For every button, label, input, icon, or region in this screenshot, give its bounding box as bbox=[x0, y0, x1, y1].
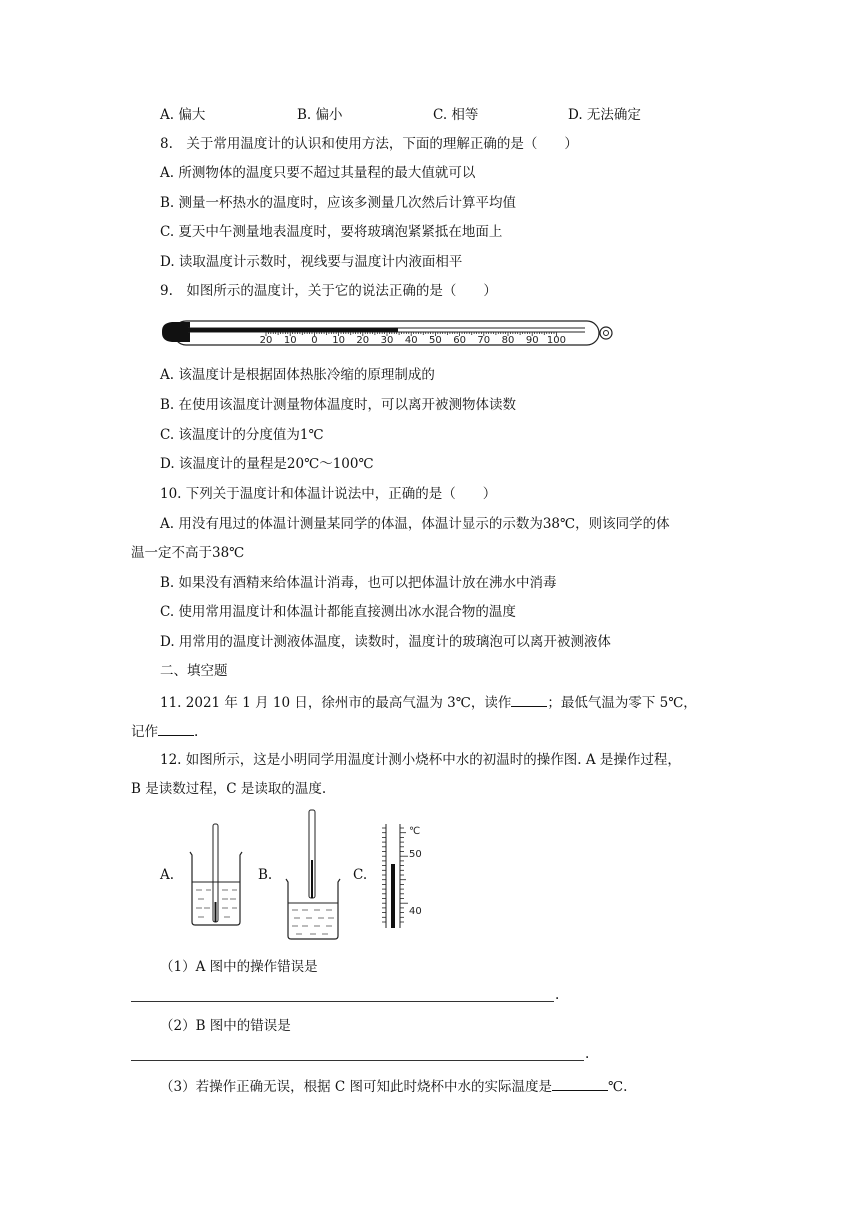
fig-a-label: A. bbox=[160, 867, 175, 883]
q7-option-c: C. 相等 bbox=[433, 107, 479, 123]
q11-part1: 11. 2021 年 1 月 10 日，徐州市的最高气温为 3℃，读作 bbox=[160, 695, 512, 711]
q7-option-a: A. 偏大 bbox=[160, 107, 206, 123]
q8-option-b: B. 测量一杯热水的温度时，应该多测量几次然后计算平均值 bbox=[160, 195, 517, 211]
thermometer-scale-label: 70 bbox=[477, 335, 491, 346]
q7-option-b: B. 偏小 bbox=[297, 107, 343, 123]
q10-option-a-line2: 温一定不高于38℃ bbox=[131, 545, 245, 561]
beaker-b-figure bbox=[284, 808, 344, 942]
q7-option-d: D. 无法确定 bbox=[568, 107, 641, 123]
fig-b-label: B. bbox=[258, 867, 273, 883]
thermometer-scale-label: 20 bbox=[259, 335, 273, 346]
section-title: 二、填空题 bbox=[160, 663, 228, 679]
thermometer-scale-label: 80 bbox=[501, 335, 515, 346]
q11-part2: ；最低气温为零下 5℃， bbox=[547, 695, 697, 711]
q9-option-b: B. 在使用该温度计测量物体温度时，可以离开被测物体读数 bbox=[160, 397, 517, 413]
thermometer-scale-label: 40 bbox=[404, 335, 418, 346]
thermometer-scale-label: 0 bbox=[311, 335, 318, 346]
q11-line2 bbox=[131, 721, 198, 741]
thermometer-scale-label: 20 bbox=[356, 335, 370, 346]
scale-c-figure bbox=[380, 822, 430, 930]
q12-line1: 12. 如图所示，这是小明同学用温度计测小烧杯中水的初温时的操作图. A 是操作过程， bbox=[160, 752, 681, 768]
q12-sub1: （1）A 图中的操作错误是 bbox=[160, 959, 318, 975]
q10-option-d: D. 用常用的温度计测液体温度，读数时，温度计的玻璃泡可以离开被测液体 bbox=[160, 634, 611, 650]
thermometer-scale-label: 10 bbox=[283, 335, 297, 346]
q11-part3: 记作 bbox=[131, 724, 158, 740]
q12-sub1-period: . bbox=[555, 987, 560, 1003]
q11-blank2[interactable] bbox=[158, 721, 194, 736]
q9-option-c: C. 该温度计的分度值为1℃ bbox=[160, 427, 324, 443]
q8-option-c: C. 夏天中午测量地表温度时，要将玻璃泡紧紧抵在地面上 bbox=[160, 224, 503, 240]
q10-option-c: C. 使用常用温度计和体温计都能直接测出冰水混合物的温度 bbox=[160, 604, 516, 620]
thermometer-scale-label: 90 bbox=[525, 335, 539, 346]
fig-c-label: C. bbox=[353, 867, 368, 883]
q12-sub1-answer-line[interactable] bbox=[131, 1001, 554, 1002]
q12-line2: B 是读数过程，C 是读取的温度. bbox=[131, 781, 327, 797]
thermometer-scale-label: 10 bbox=[332, 335, 345, 346]
q11-part4: . bbox=[194, 724, 199, 740]
q12-sub3-text: （3）若操作正确无误，根据 C 图可知此时烧杯中水的实际温度是 bbox=[160, 1079, 553, 1095]
q9-stem: 9. 如图所示的温度计，关于它的说法正确的是（ ） bbox=[160, 283, 497, 299]
q9-option-d: D. 该温度计的量程是20℃～100℃ bbox=[160, 456, 374, 472]
q10-stem: 10. 下列关于温度计和体温计说法中，正确的是（ ） bbox=[160, 486, 497, 502]
q8-stem: 8. 关于常用温度计的认识和使用方法，下面的理解正确的是（ ） bbox=[160, 136, 578, 152]
scale-unit-label: ℃ bbox=[409, 826, 421, 837]
q10-option-b: B. 如果没有酒精来给体温计消毒，也可以把体温计放在沸水中消毒 bbox=[160, 575, 557, 591]
thermometer-figure bbox=[160, 315, 620, 355]
q8-option-a: A. 所测物体的温度只要不超过其量程的最大值就可以 bbox=[160, 165, 476, 181]
q12-sub2-period: . bbox=[585, 1046, 590, 1062]
scale-mark-40: 40 bbox=[409, 906, 422, 917]
q9-option-a: A. 该温度计是根据固体热胀冷缩的原理制成的 bbox=[160, 367, 435, 383]
beaker-a-figure bbox=[186, 822, 246, 928]
thermometer-scale-label: 100 bbox=[546, 335, 566, 346]
q8-option-d: D. 读取温度计示数时，视线要与温度计内液面相平 bbox=[160, 254, 463, 270]
thermometer-scale-label: 30 bbox=[380, 335, 394, 346]
q12-sub3-blank[interactable] bbox=[552, 1076, 608, 1091]
q12-sub2: （2）B 图中的错误是 bbox=[160, 1018, 291, 1034]
q11-line1 bbox=[160, 692, 697, 712]
q10-option-a-line1: A. 用没有甩过的体温计测量某同学的体温，体温计显示的示数为38℃，则该同学的体 bbox=[160, 516, 670, 532]
thermometer-scale-label: 50 bbox=[429, 335, 442, 346]
thermometer-scale-label: 60 bbox=[453, 335, 466, 346]
scale-mark-50: 50 bbox=[409, 849, 422, 860]
q11-blank1[interactable] bbox=[511, 692, 547, 707]
q12-sub2-answer-line[interactable] bbox=[131, 1060, 584, 1061]
q12-sub3 bbox=[160, 1076, 627, 1096]
q12-sub3-unit: ℃. bbox=[608, 1079, 628, 1095]
